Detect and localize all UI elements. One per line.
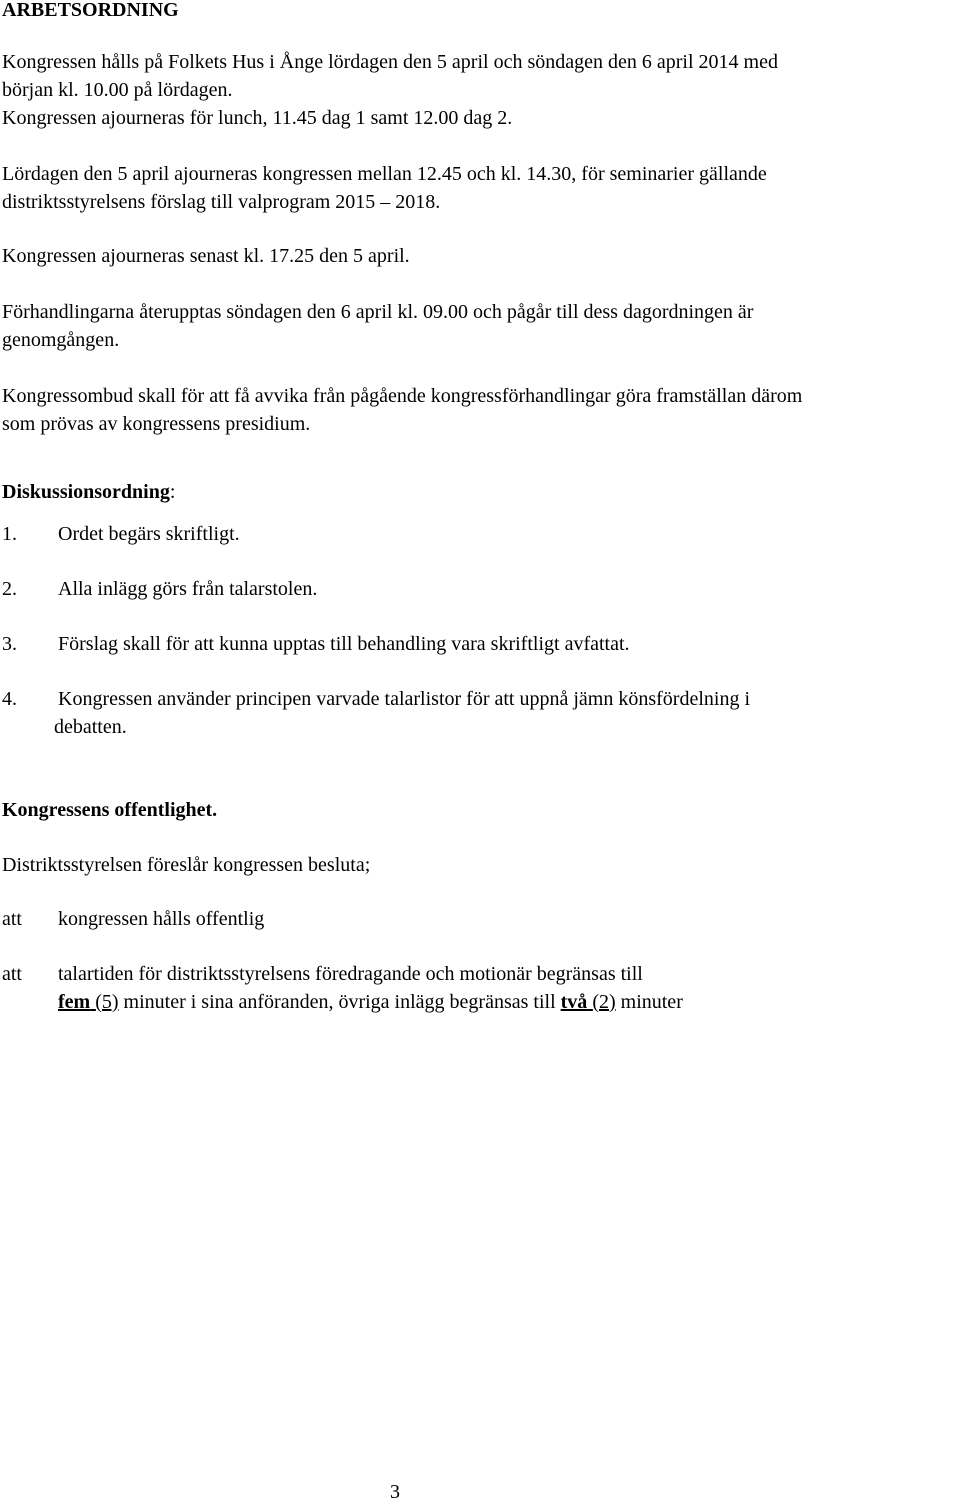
- page-title: ARBETSORDNING: [2, 0, 179, 21]
- list-item-number: 3.: [2, 633, 17, 655]
- paragraph-resume-line-2: genomgången.: [2, 329, 120, 351]
- att-clause-middle-text: minuter i sina anföranden, övriga inlägg begränsas till: [118, 991, 561, 1013]
- emphasis-fem: fem: [58, 991, 91, 1013]
- att-clause: [0, 960, 960, 1016]
- emphasis-tva: två: [560, 991, 588, 1013]
- paragraph-lunch: Kongressen ajourneras för lunch, 11.45 dag 1 samt 12.00 dag 2.: [2, 107, 513, 129]
- page-number: 3: [390, 1481, 400, 1503]
- list-item-number: 4.: [2, 688, 17, 710]
- list-item-number: 1.: [2, 523, 17, 545]
- att-label: att: [2, 908, 22, 930]
- paragraph-venue-line-1: Kongressen hålls på Folkets Hus i Ånge lördagen den 5 april och söndagen den 6 april 2014 med: [2, 51, 778, 73]
- list-item: [0, 520, 960, 548]
- att-label: att: [2, 963, 22, 985]
- list-item-text: Förslag skall för att kunna upptas till behandling vara skriftligt avfattat.: [58, 633, 630, 655]
- list-item: [0, 685, 960, 741]
- list-item-number: 2.: [2, 578, 17, 600]
- paragraph-resume-line-1: Förhandlingarna återupptas söndagen den 6 april kl. 09.00 och pågår till dess dagordningen är: [2, 301, 754, 323]
- att-clause-text: kongressen hålls offentlig: [58, 908, 265, 930]
- att-clause-text-line-1: talartiden för distriktsstyrelsens föredragande och motionär begränsas till: [58, 963, 643, 985]
- paragraph-delegates-line-1: Kongressombud skall för att få avvika från pågående kongressförhandlingar göra framställan därom: [2, 385, 803, 407]
- number-two: (2): [592, 991, 616, 1013]
- list-item-text-line-2: debatten.: [54, 716, 127, 738]
- list-item-text-line-1: Kongressen använder principen varvade talarlistor för att uppnå jämn könsfördelning i: [58, 688, 751, 710]
- att-clause-text-line-2: [58, 988, 683, 1016]
- att-clause-end-text: minuter: [615, 991, 683, 1013]
- publicity-heading: Kongressens offentlighet.: [2, 799, 218, 821]
- paragraph-seminar-line-2: distriktsstyrelsens förslag till valprogram 2015 – 2018.: [2, 191, 441, 213]
- discussion-heading: [2, 478, 175, 506]
- paragraph-venue-line-2: början kl. 10.00 på lördagen.: [2, 79, 233, 101]
- att-clause: [0, 905, 960, 933]
- discussion-heading-colon: :: [169, 481, 176, 503]
- paragraph-delegates-line-2: som prövas av kongressens presidium.: [2, 413, 311, 435]
- number-five: (5): [95, 991, 119, 1013]
- list-item-text: Alla inlägg görs från talarstolen.: [58, 578, 318, 600]
- discussion-heading-text: Diskussionsordning: [2, 481, 170, 503]
- paragraph-adjourn: Kongressen ajourneras senast kl. 17.25 den 5 april.: [2, 245, 410, 267]
- paragraph-seminar-line-1: Lördagen den 5 april ajourneras kongressen mellan 12.45 och kl. 14.30, för seminarier gällande: [2, 163, 767, 185]
- publicity-intro: Distriktsstyrelsen föreslår kongressen besluta;: [2, 854, 371, 876]
- list-item-text: Ordet begärs skriftligt.: [58, 523, 240, 545]
- list-item: [0, 575, 960, 603]
- list-item: [0, 630, 960, 658]
